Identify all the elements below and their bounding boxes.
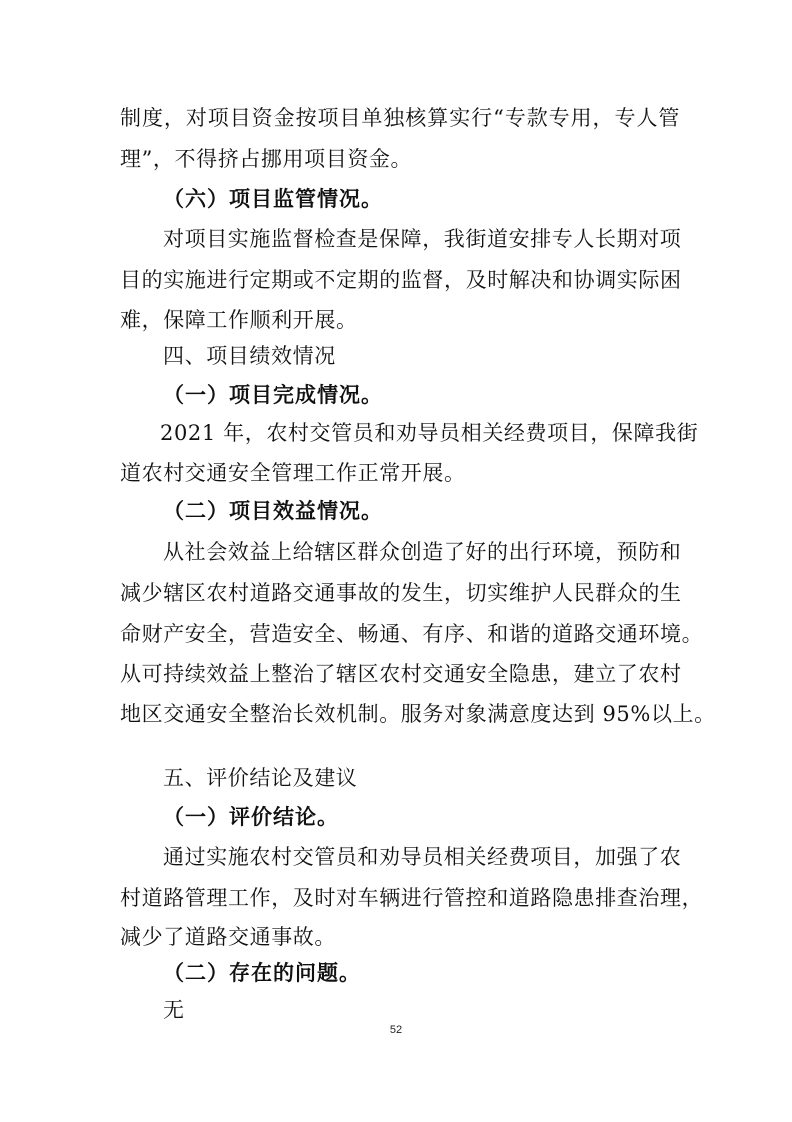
section-heading: （六）项目监管情况。 [163,186,383,211]
paragraph-line: 对项目实施监督检查是保障，我街道安排专人长期对项 [163,227,682,251]
paragraph-line: 从可持续效益上整治了辖区农村交通安全隐患，建立了农村 [120,662,682,686]
paragraph-line: 目的实施进行定期或不定期的监督，及时解决和协调实际困 [120,268,682,292]
section-heading: （一）评价结论。 [163,804,339,829]
paragraph-line: 减少辖区农村道路交通事故的发生，切实维护人民群众的生 [120,581,682,605]
paragraph-line: 无 [163,998,185,1022]
section-heading: （二）项目效益情况。 [163,498,383,523]
paragraph-line: 地区交通安全整治长效机制。服务对象满意度达到 95%以上。 [120,702,716,726]
paragraph-line: 命财产安全，营造安全、畅通、有序、和谐的道路交通环境。 [120,622,704,646]
paragraph-line: 减少了道路交通事故。 [120,925,336,949]
chapter-heading: 四、项目绩效情况 [163,344,336,368]
chapter-heading: 五、评价结论及建议 [163,766,358,790]
paragraph-line: 制度，对项目资金按项目单独核算实行“专款专用，专人管 [120,106,680,130]
paragraph-line: 从社会效益上给辖区群众创造了好的出行环境，预防和 [163,540,682,564]
paragraph-line: 村道路管理工作，及时对车辆进行管控和道路隐患排查治理， [120,886,704,910]
paragraph-line: 通过实施农村交管员和劝导员相关经费项目，加强了农 [163,845,682,869]
paragraph-line: 理”，不得挤占挪用项目资金。 [120,147,413,171]
page-number: 52 [389,1024,403,1036]
paragraph-line: 道农村交通安全管理工作正常开展。 [120,461,466,485]
paragraph-line: 难，保障工作顺利开展。 [120,308,358,332]
section-heading: （一）项目完成情况。 [163,382,383,407]
section-heading: （二）存在的问题。 [163,960,361,985]
paragraph-line: 2021 年，农村交管员和劝导员相关经费项目，保障我街 [160,421,699,445]
